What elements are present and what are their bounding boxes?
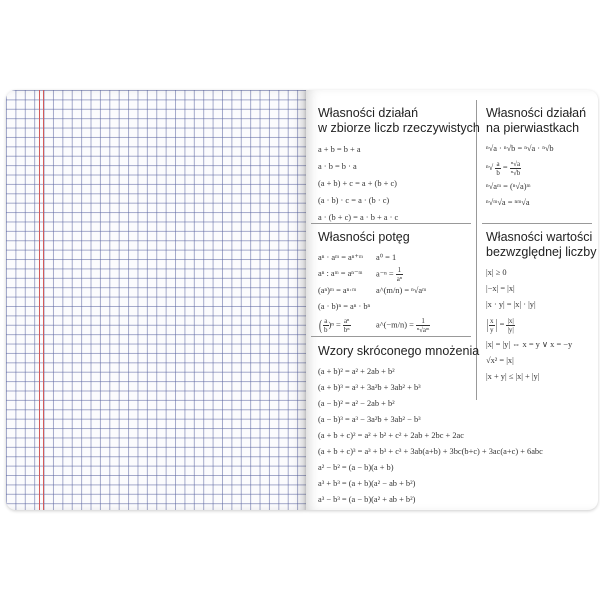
fraction-den: ⁿ√b	[510, 168, 521, 177]
fraction-den: bⁿ	[343, 326, 350, 334]
short-mult-title: Wzory skróconego mnożenia	[318, 344, 480, 358]
formula-mid: )ⁿ =	[328, 320, 341, 330]
fraction-den: ⁿ√aᵐ	[416, 326, 430, 334]
formula-page	[306, 90, 598, 510]
formula: |−x| = |x|	[486, 284, 515, 293]
powers-row	[318, 317, 430, 334]
section-roots	[486, 106, 586, 211]
formula: |x + y| ≤ |x| + |y|	[486, 372, 540, 381]
formula: (a + b) + c = a + (b + c)	[318, 179, 397, 188]
powers-row	[318, 250, 430, 266]
formula: (a + b + c)² = a² + b² + c² + 2ab + 2bc + 2ac	[318, 431, 464, 440]
formula: (a · b)ⁿ = aⁿ · bⁿ	[318, 302, 371, 311]
notebook	[6, 90, 598, 510]
paren-open: (	[319, 317, 322, 334]
fraction-den: |y|	[507, 325, 514, 334]
fraction	[396, 266, 403, 283]
formula: a³ + b³ = (a + b)(a² − ab + b²)	[318, 479, 416, 488]
formula: a³ − b³ = (a − b)(a² + ab + b²)	[318, 495, 416, 504]
root-symbol: ⁿ√	[486, 163, 494, 172]
section-short-multiplication	[318, 344, 543, 508]
abs-bar: |	[486, 317, 489, 334]
formula: aⁿ : aᵐ = aⁿ⁻ᵐ	[318, 269, 363, 278]
abs-title-line1: Własności wartości	[486, 230, 593, 244]
roots-title	[486, 106, 586, 136]
section-powers	[318, 230, 430, 334]
fraction-num: 1	[397, 266, 402, 274]
grid-page	[6, 90, 306, 510]
fraction	[343, 317, 351, 334]
real-numbers-title-line2: w zbiorze liczb rzeczywistych	[318, 121, 480, 135]
fraction-num: ⁿ√a	[510, 159, 521, 168]
formula: (a − b)³ = a³ − 3a²b + 3ab² − b³	[318, 415, 421, 424]
powers-row	[318, 283, 430, 299]
formula-lhs: a^(−m/n) =	[376, 320, 414, 330]
formula: a⁰ = 1	[376, 253, 397, 262]
formula: aⁿ · aᵐ = aⁿ⁺ᵐ	[318, 253, 363, 262]
formula: a + b = b + a	[318, 145, 361, 154]
fraction-num: x	[490, 316, 494, 325]
fraction-num: 1	[416, 317, 431, 326]
fraction-num: a	[496, 159, 500, 168]
formula: (a + b + c)³ = a³ + b³ + c³ + 3ab(a+b) + 3bc(b+c) + 3ac(a+c) + 6abc	[318, 447, 543, 456]
abs-title	[486, 230, 596, 260]
fraction	[416, 317, 431, 334]
formula-root-fraction	[486, 157, 586, 179]
powers-row	[318, 266, 430, 283]
formula: ⁿ√aᵐ = (ⁿ√a)ᵐ	[486, 182, 531, 191]
formula: (a − b)² = a² − 2ab + b²	[318, 399, 395, 408]
formula: |x| = |y| ⇔ x = y ∨ x = −y	[486, 340, 573, 349]
formula: (a · b) · c = a · (b · c)	[318, 196, 390, 205]
formula-fraction	[376, 266, 403, 283]
fraction-den: y	[490, 325, 494, 334]
margin-line	[39, 90, 40, 510]
formula: a^(m/n) = ⁿ√aᵐ	[376, 286, 427, 295]
abs-title-line2: bezwzględnej liczby	[486, 245, 597, 259]
fraction-den: b	[324, 326, 328, 334]
fraction-num: |x|	[507, 316, 514, 325]
section-real-numbers	[318, 106, 480, 226]
formula: ⁿ√ᵐ√a = ⁿᵐ√a	[486, 198, 530, 207]
formula: a · (b + c) = a · b + a · c	[318, 213, 399, 222]
formula-fraction-power	[318, 317, 376, 334]
powers-row	[318, 299, 430, 315]
formula-fraction	[376, 317, 430, 334]
fraction-den: aⁿ	[396, 275, 402, 283]
roots-title-line1: Własności działań	[486, 106, 587, 120]
formula: (aⁿ)ᵐ = aⁿ·ᵐ	[318, 286, 357, 295]
equals: =	[499, 320, 505, 329]
formula: |x · y| = |x| · |y|	[486, 300, 536, 309]
fraction	[506, 317, 514, 334]
formula: |x| ≥ 0	[486, 268, 507, 277]
fraction-num: aⁿ	[344, 317, 350, 325]
fraction-den: b	[496, 168, 500, 177]
formula: ⁿ√a · ⁿ√b = ⁿ√a · ⁿ√b	[486, 144, 554, 153]
fraction	[495, 160, 501, 177]
abs-bar: |	[495, 317, 497, 334]
divider-roots-abs	[482, 223, 592, 224]
formula: (a + b)³ = a³ + 3a²b + 3ab² + b³	[318, 383, 421, 392]
powers-title: Własności potęg	[318, 230, 410, 244]
real-numbers-title-line1: Własności działań	[318, 106, 419, 120]
formula: √x² = |x|	[486, 356, 514, 365]
formula-abs-fraction	[486, 313, 596, 337]
margin-line-2	[43, 90, 44, 510]
fraction	[510, 160, 522, 177]
formula: a² − b² = (a − b)(a + b)	[318, 463, 394, 472]
equals: =	[502, 163, 508, 172]
fraction	[486, 316, 495, 334]
roots-title-line2: na pierwiastkach	[486, 121, 580, 135]
divider-powers-mult	[311, 336, 471, 337]
fraction-num: a	[324, 317, 328, 325]
formula: a · b = b · a	[318, 162, 357, 171]
formula: (a + b)² = a² + 2ab + b²	[318, 367, 395, 376]
formula-lhs: a⁻ⁿ =	[376, 269, 394, 279]
real-numbers-title	[318, 106, 480, 136]
